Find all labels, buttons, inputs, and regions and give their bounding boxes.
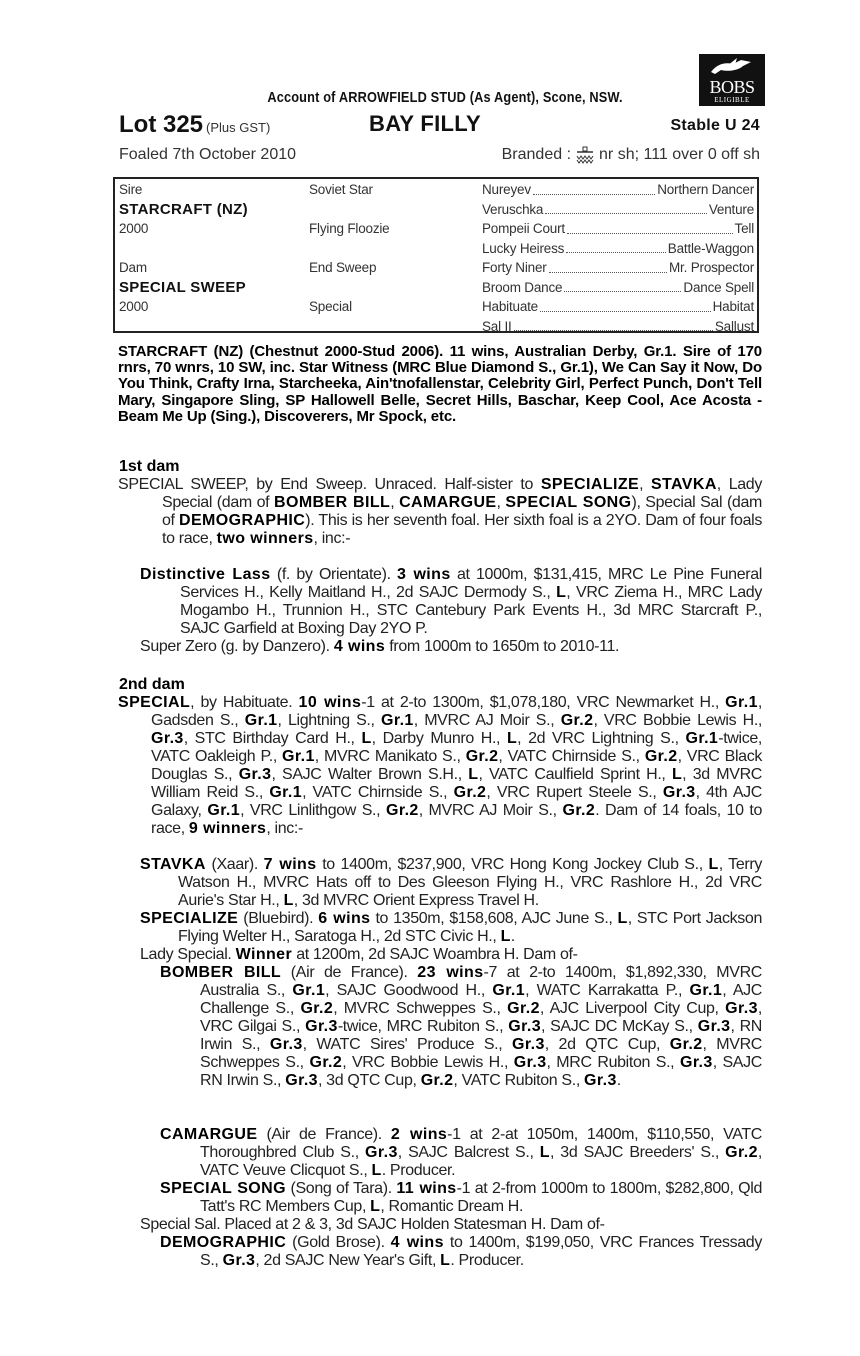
bold-run: SPECIALIZE [540,476,640,493]
bold-run: Gr.3 [305,1018,338,1035]
bold-run: 11 wins [396,1180,457,1197]
granddam-paternal: Flying Floozie [309,221,390,236]
bold-run: L [283,892,294,909]
bold-run: Distinctive Lass [140,566,271,583]
bold-run: L [500,928,511,945]
stable-location: Stable U 24 [670,117,760,134]
bold-run: SPECIAL [118,694,191,711]
dot-leader [567,219,733,234]
bold-run: L [440,1252,451,1269]
bold-run: DEMOGRAPHIC [160,1234,287,1251]
text-run: -1 at 2-at 1050m, 1400m, $110,550, VATC Thoroughbred Club S., [200,1126,763,1161]
ancestor-sire: Dance Spell [683,279,754,295]
sire-name: STARCRAFT (NZ) [119,201,248,218]
text-run: -1 at 2-to 1300m, $1,078,180, VRC Newmarket H., [361,694,726,711]
text-run: . Producer. [450,1252,524,1269]
bold-run: SPECIAL SONG [160,1180,286,1197]
text-run: , MVRC AJ Moir S., [413,712,561,729]
bold-run: Gr.3 [508,1018,541,1035]
pedigree-paragraph [160,1126,763,1180]
bold-run: L [539,1144,550,1161]
bold-run: Gr.1 [269,784,303,801]
text-run: , [496,494,506,511]
text-run: , VATC Rubiton S., [453,1072,585,1089]
second-dam-heading: 2nd dam [119,676,185,693]
text-run: , RN Irwin S., [200,1018,762,1053]
text-run: Super Zero (g. by Danzero). [140,638,334,655]
text-run: . [510,928,515,945]
text-run: (Song of Tara). [285,1180,397,1197]
lot-label: Lot 325 [119,111,204,138]
text-run: -1 at 2-from 1000m to 1800m, $282,800, Qld Tatt's RC Members Cup, [200,1180,762,1215]
pedigree-paragraph [140,566,762,638]
dot-leader [540,297,711,312]
text-run: (Air de France). [281,964,418,981]
text-run: , 3d MVRC Orient Express Travel H. [293,892,539,909]
ancestor-name: Forty Niner [482,260,547,275]
text-run: , 4th AJC Galaxy, [151,784,762,819]
text-run: , AJC Liverpool City Cup, [539,1000,726,1017]
text-run: , VRC Bobbie Lewis H., [593,712,763,729]
bold-run: Gr.3 [679,1054,713,1071]
text-run: , 2d QTC Cup, [544,1036,670,1053]
bold-run: Gr.2 [507,1000,540,1017]
bold-run: Gr.3 [151,730,184,747]
text-run: , SAJC Balcrest S., [397,1144,540,1161]
ancestor-name: Sal II [482,318,512,334]
bold-run: SPECIAL SONG [505,494,632,511]
sire-summary: STARCRAFT (NZ) (Chestnut 2000-Stud 2006). 11 wins, Australian Derby, Gr.1. Sire of 170 rnrs, 70 wnrs, 10 SW, inc. Star Witness (MRC Blue Diamond S., Gr.1), We Can Say it Now, Do You Think, Crafty Irna, Starcheeka, Ain'tnofallenstar, Celebrity Girl, Perfect Punch, Don't Tell Mary, Singapore Sling, SP Hallowell Belle, Secret Hills, Baschar, Keep Cool, Ace Acosta - Beam Me Up (Sing.), Discoverers, Mr Spock, etc. [118,343,762,425]
text-run: , 2d SAJC New Year's Gift, [255,1252,441,1269]
foaled-date: Foaled 7th October 2010 [119,146,297,163]
bold-run: BOMBER BILL [160,964,282,981]
text-run: -twice, VATC Oakleigh P., [151,730,763,765]
ancestor-name: Broom Dance [482,279,563,295]
text-run: , [390,494,400,511]
text-run: . Producer. [381,1162,456,1179]
text-run: , 3d MVRC William Reid S., [151,766,762,801]
pedigree-paragraph [140,1216,762,1234]
text-run: , WATC Sires' Produce S., [302,1036,513,1053]
text-run: at 1200m, 2d SAJC Woambra H. Dam of- [292,946,578,963]
dot-leader [545,200,707,215]
text-run: (Gold Brose). [286,1234,391,1251]
granddam-maternal: Special [309,299,352,314]
sire-label: Sire [119,182,143,197]
text-run: -7 at 2-to 1400m, $1,892,330, MVRC Australia S., [200,964,763,999]
text-run: , VATC Veuve Clicquot S., [200,1144,762,1179]
bold-run: Gr.2 [385,802,419,819]
bold-run: Gr.2 [669,1036,703,1053]
bold-run: BOMBER BILL [274,494,391,511]
text-run: (Bluebird). [238,910,319,927]
pedigree-paragraph [140,856,762,910]
dam-name: SPECIAL SWEEP [119,279,246,296]
bold-run: Gr.1 [292,982,326,999]
dot-leader [549,258,667,273]
text-run: to 1400m, $237,900, VRC Hong Kong Jockey Club S., [316,856,709,873]
horse-description: BAY FILLY [369,111,481,136]
pedigree-ancestor-row [482,219,754,239]
bold-run: L [361,730,372,747]
grandsire-paternal: Soviet Star [309,182,373,197]
ancestor-name: Veruschka [482,201,544,217]
logo-line2: ELIGIBLE [714,96,750,104]
text-run: , MVRC AJ Moir S., [418,802,563,819]
bold-run: L [617,910,628,927]
bold-run: 4 wins [333,638,386,655]
bold-run: CAMARGUE [399,494,497,511]
bold-run: Gr.3 [697,1018,731,1035]
text-run: . [616,1072,621,1089]
branded-label: Branded : [501,146,572,163]
bold-run: DEMOGRAPHIC [179,512,306,529]
pedigree-paragraph [118,476,762,548]
text-run: to 1350m, $158,608, AJC June S., [370,910,618,927]
bold-run: Gr.1 [689,982,723,999]
ancestor-name: Habituate [482,299,538,314]
text-run: Lady Special. [140,946,236,963]
pedigree-paragraph [118,694,763,838]
bold-run: Gr.1 [282,748,315,765]
text-run: , VRC Gilgai S., [200,1000,763,1035]
bold-run: 9 winners [188,820,267,837]
bold-run: STAVKA [650,476,717,493]
text-run: (Air de France). [257,1126,391,1143]
text-run: , inc:- [266,820,303,837]
bold-run: Gr.2 [644,748,678,765]
first-dam-heading: 1st dam [119,458,180,475]
pedigree-paragraph [140,946,762,964]
text-run: (f. by Orientate). [270,566,398,583]
text-run: , SAJC Walter Brown S.H., [271,766,469,783]
pedigree-ancestor-row [482,200,754,220]
pedigree-ancestor-row [482,180,754,200]
bold-run: Gr.1 [725,694,758,711]
text-run: , MVRC Schweppes S., [333,1000,508,1017]
bold-run: Gr.3 [269,1036,303,1053]
text-run: , 3d QTC Cup, [317,1072,421,1089]
sire-year: 2000 [119,221,149,236]
ancestor-sire: Mr. Prospector [669,260,754,275]
text-run: , Lady Special (dam of [162,476,762,511]
ancestor-name: Pompeii Court [482,221,565,236]
bobs-eligible-logo [699,54,765,106]
bold-run: Gr.1 [492,982,526,999]
text-run: from 1000m to 1650m to 2010-11. [385,638,620,655]
pedigree-ancestor-row [482,317,754,337]
text-run: , MVRC Manikato S., [314,748,466,765]
dot-leader [564,278,681,293]
bold-run: L [468,766,479,783]
text-run: , Romantic Dream H. [380,1198,524,1215]
bold-run: 10 wins [298,694,362,711]
text-run: , [639,476,651,493]
text-run: , Lightning S., [277,712,381,729]
bold-run: Gr.3 [662,784,696,801]
text-run: , VATC Caulfield Sprint H., [478,766,672,783]
bold-run: Gr.1 [685,730,719,747]
bold-run: Gr.3 [365,1144,398,1161]
pedigree-ancestor-row [482,278,754,298]
text-run: , VRC Linlithgow S., [240,802,386,819]
text-run: to 1400m, $199,050, VRC Frances Tressady S., [200,1234,762,1269]
text-run: , STC Birthday Card H., [183,730,362,747]
text-run: , 3d SAJC Breeders' S., [549,1144,726,1161]
text-run: ). This is her seventh foal. Her sixth foal is a 2YO. Dam of four foals to race, [162,512,762,547]
text-run: , inc:- [313,530,351,547]
dot-leader [533,180,655,195]
text-run: , Terry Watson H., MVRC Hats off to Des Gleeson Flying H., VRC Rashlore H., 2d VRC Aurie's Star H., [178,856,762,909]
pedigree-paragraph [160,1234,762,1270]
bold-run: Gr.3 [725,1000,758,1017]
text-run: Special Sal. Placed at 2 & 3, 3d SAJC Holden Statesman H. Dam of- [140,1216,605,1233]
text-run: at 1000m, $131,415, MRC Le Pine Funeral Services H., Kelly Maitland H., 2d SAJC Dermody S., [180,566,762,601]
text-run: , VATC Chirnside S., [302,784,454,801]
pedigree-table [113,177,759,333]
bold-run: Gr.3 [222,1252,256,1269]
text-run: , STC Port Jackson Flying Welter H., Saratoga H., 2d STC Civic H., [178,910,762,945]
ancestor-sire: Northern Dancer [657,182,754,197]
bold-run: Gr.1 [207,802,241,819]
bold-run: Gr.2 [453,784,487,801]
text-run: , VRC Black Douglas S., [151,748,762,783]
bold-run: CAMARGUE [160,1126,258,1143]
bold-run: L [671,766,683,783]
lot-note: (Plus GST) [206,120,271,135]
ancestor-sire: Habitat [712,299,754,314]
logo-line1: BOBS [709,77,755,97]
pedigree-paragraph [160,1180,762,1216]
dam-year: 2000 [119,299,149,314]
bold-run: Gr.2 [465,748,499,765]
text-run: (Xaar). [205,856,264,873]
bold-run: Gr.3 [584,1072,617,1089]
brand-mark-icon [575,146,595,164]
text-run: ), Special Sal (dam of [162,494,762,529]
text-run: , MVRC Schweppes S., [200,1036,762,1071]
text-run: , Darby Munro H., [371,730,507,747]
bold-run: Gr.3 [238,766,272,783]
dot-leader [514,317,713,332]
text-run: , VRC Ziema H., MRC Lady Mogambo H., Trunnion H., STC Cantebury Park Events H., 3d MRC Starcraft P., SAJC Garfield at Boxing Day 2YO P. [180,584,762,637]
bold-run: L [371,1162,382,1179]
pedigree-paragraph [140,910,762,946]
bold-run: STAVKA [140,856,206,873]
bold-run: 7 wins [263,856,317,873]
bold-run: Gr.2 [300,1000,334,1017]
pedigree-ancestor-row [482,297,754,317]
bold-run: 2 wins [390,1126,448,1143]
ancestor-name: Lucky Heiress [482,240,565,256]
ancestor-sire: Battle-Waggon [667,240,754,256]
text-run: , by Habituate. [190,694,299,711]
bold-run: two winners [216,530,314,547]
grandsire-maternal: End Sweep [309,260,377,275]
ancestor-sire: Venture [708,201,754,217]
bold-run: L [556,584,567,601]
text-run: , VRC Bobbie Lewis H., [342,1054,514,1071]
text-run: , Gadsden S., [151,694,762,729]
branded-text: nr sh; 111 over 0 off sh [599,146,760,163]
horse-logo-icon [707,56,757,78]
bold-run: Gr.2 [562,802,596,819]
text-run: , AJC Challenge S., [200,982,762,1017]
brand-info [502,146,760,164]
bold-run: Gr.2 [560,712,594,729]
text-run: , MRC Rubiton S., [546,1054,680,1071]
bold-run: Gr.1 [381,712,414,729]
dam-label: Dam [119,260,147,275]
pedigree-ancestor-row [482,258,754,278]
bold-run: 4 wins [390,1234,444,1251]
bold-run: L [708,856,719,873]
vendor-account: Account of ARROWFIELD STUD (As Agent), Scone, NSW. [267,89,623,106]
text-run: , VATC Chirnside S., [498,748,645,765]
text-run: , SAJC DC McKay S., [541,1018,698,1035]
text-run: SPECIAL SWEEP, by End Sweep. Unraced. Half-sister to [118,476,541,493]
bold-run: Gr.3 [512,1036,545,1053]
bold-run: 3 wins [397,566,451,583]
bold-run: Gr.2 [309,1054,343,1071]
text-run: , VRC Rupert Steele S., [486,784,663,801]
bold-run: 23 wins [417,964,484,981]
pedigree-ancestor-row [482,239,754,259]
bold-run: Winner [235,946,293,963]
text-run: -twice, MRC Rubiton S., [337,1018,509,1035]
text-run: , WATC Karrakatta P., [525,982,690,999]
bold-run: Gr.3 [513,1054,547,1071]
bold-run: L [506,730,518,747]
text-run: , 2d VRC Lightning S., [517,730,686,747]
text-run: . Dam of 14 foals, 10 to race, [151,802,763,837]
text-run: , SAJC Goodwood H., [325,982,493,999]
pedigree-paragraph [140,638,762,656]
bold-run: Gr.3 [285,1072,318,1089]
dot-leader [566,239,666,254]
bold-run: 6 wins [318,910,371,927]
ancestor-sire: Tell [734,221,754,236]
text-run: , SAJC RN Irwin S., [200,1054,762,1089]
bold-run: Gr.1 [244,712,278,729]
bold-run: SPECIALIZE [140,910,239,927]
pedigree-paragraph [160,964,763,1090]
bold-run: Gr.2 [725,1144,758,1161]
lot-number [119,111,270,139]
ancestor-name: Nureyev [482,182,531,197]
ancestor-sire: Sallust [714,318,754,334]
bold-run: Gr.2 [420,1072,454,1089]
bold-run: L [370,1198,381,1215]
